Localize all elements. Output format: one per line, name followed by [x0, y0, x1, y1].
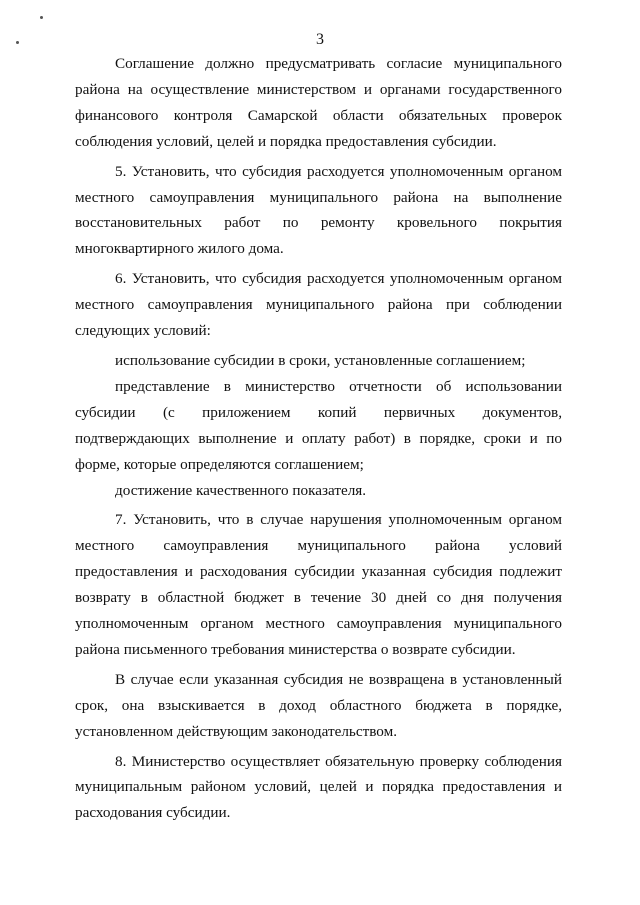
condition-reporting: представление в министерство отчетности об использовании субсидии (с приложением копий первичных документов, подтверждающих выполнение и оплату работ) в порядке, сроки и по форме, которые определяются соглашением; — [75, 377, 562, 473]
paragraph-item-7: 7. Установить, что в случае нарушения уполномоченным органом местного самоуправления муниципального района условий предоставления и расходования субсидии указанная субсидия подлежит возврату в областной бюджет в течение 30 дней со дня получения уполномоченным органом местного самоуправления муниципального района письменного требования министерства о возврате субсидии. — [75, 511, 562, 658]
paragraph-item-5: 5. Установить, что субсидия расходуется уполномоченным органом местного самоуправления муниципального района на выполнение восстановительных работ по ремонту кровельного покрытия многоквартирного жилого дома. — [75, 162, 562, 258]
document-body — [75, 51, 562, 830]
paragraph-item-6: 6. Установить, что субсидия расходуется уполномоченным органом местного самоуправления муниципального района при соблюдении следующих условий: — [75, 270, 562, 340]
page-number: 3 — [316, 31, 324, 48]
paragraph-recovery: В случае если указанная субсидия не возвращена в установленный срок, она взыскивается в доход областного бюджета в порядке, установленном действующим законодательством. — [75, 670, 562, 740]
paragraph-agreement-consent: Соглашение должно предусматривать согласие муниципального района на осуществление министерством и органами государственного финансового контроля Самарской области обязательных проверок соблюдения условий, целей и порядка предоставления субсидии. — [75, 55, 562, 150]
paragraph-item-8: 8. Министерство осуществляет обязательную проверку соблюдения муниципальным районом условий, целей и порядка предоставления и расходования субсидии. — [75, 752, 562, 822]
condition-quality-indicator: достижение качественного показателя. — [115, 481, 367, 499]
scan-artifact-dot — [40, 16, 43, 19]
condition-usage-terms: использование субсидии в сроки, установленные соглашением; — [115, 351, 526, 369]
